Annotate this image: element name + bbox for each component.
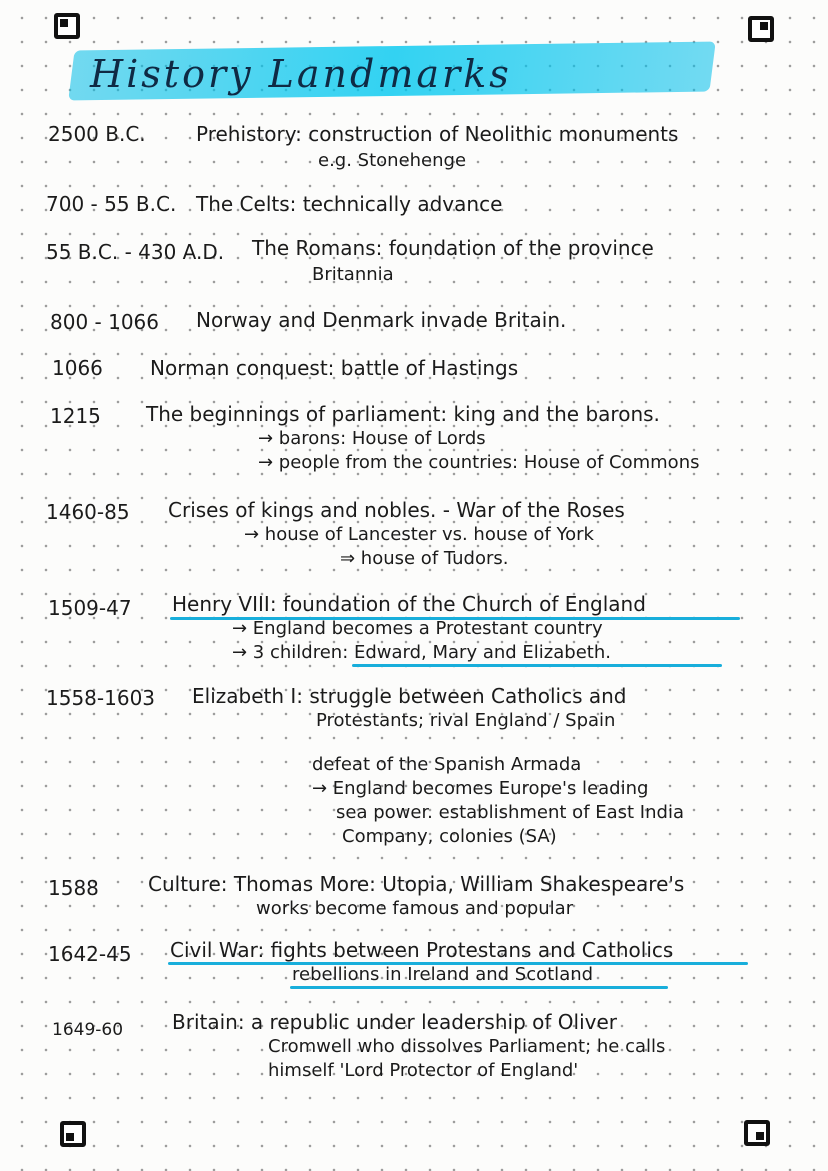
entry-date: 1460-85 <box>46 500 130 524</box>
entry-date: 1215 <box>50 404 101 428</box>
entry-line: ⇒ house of Tudors. <box>340 548 509 569</box>
entry-line: → England becomes Europe's leading <box>312 778 649 799</box>
entry-line: → 3 children: Edward, Mary and Elizabeth. <box>232 642 611 663</box>
entry-line: Elizabeth I: struggle between Catholics and <box>192 684 627 708</box>
highlight-underline <box>352 664 722 667</box>
entry-date: 1509-47 <box>48 596 132 620</box>
entry-date: 1066 <box>52 356 103 380</box>
entry-line: Norway and Denmark invade Britain. <box>196 308 567 332</box>
entry-line: Company, colonies (SA) <box>342 826 557 847</box>
entry-line: Culture: Thomas More: Utopia, William Shakespeare's <box>148 872 685 896</box>
entry-line: The Romans: foundation of the province <box>252 236 654 260</box>
entry-date: 1642-45 <box>48 942 132 966</box>
entry-line: Civil War: fights between Protestans and Catholics <box>170 938 674 962</box>
entry-line: → barons: House of Lords <box>258 428 486 449</box>
entry-line: The Celts: technically advance <box>196 192 503 216</box>
entry-line: rebellions in Ireland and Scotland <box>292 964 594 985</box>
entry-date: 2500 B.C. <box>48 122 146 146</box>
entry-line: Henry VIII: foundation of the Church of England <box>172 592 646 616</box>
entry-line: Cromwell who dissolves Parliament; he calls <box>268 1036 666 1057</box>
entry-line: sea power. establishment of East India <box>336 802 684 823</box>
entry-line: The beginnings of parliament: king and the barons. <box>146 402 660 426</box>
entry-line: → house of Lancester vs. house of York <box>244 524 594 545</box>
corner-marker-bottom-left-icon <box>60 1121 86 1147</box>
entry-date: 1558-1603 <box>46 686 156 710</box>
entry-line: defeat of the Spanish Armada <box>312 754 582 775</box>
title-text: History Landmarks <box>90 52 512 96</box>
entry-line: → England becomes a Protestant country <box>232 618 603 639</box>
highlight-underline <box>290 986 668 989</box>
entry-line: Prehistory: construction of Neolithic monuments <box>196 122 679 146</box>
entry-line: → people from the countries: House of Commons <box>258 452 700 473</box>
entry-date: 700 - 55 B.C. <box>46 192 177 216</box>
corner-marker-bottom-right-icon <box>744 1120 770 1146</box>
entry-line: himself 'Lord Protector of England' <box>268 1060 579 1081</box>
entry-line: Britain: a republic under leadership of Oliver <box>172 1010 617 1034</box>
corner-marker-top-right-icon <box>748 16 774 42</box>
entry-date: 1649-60 <box>52 1020 124 1040</box>
entry-line: Britannia <box>312 264 394 285</box>
entry-line: works become famous and popular <box>256 898 574 919</box>
entry-line: Protestants; rival England / Spain <box>316 710 616 731</box>
entry-line: e.g. Stonehenge <box>318 150 467 171</box>
entry-line: Norman conquest: battle of Hastings <box>150 356 519 380</box>
entry-date: 55 B.C. - 430 A.D. <box>46 240 225 264</box>
page-title <box>72 42 722 104</box>
corner-marker-top-left-icon <box>54 13 80 39</box>
entry-line: Crises of kings and nobles. - War of the Roses <box>168 498 625 522</box>
entry-date: 1588 <box>48 876 99 900</box>
entry-date: 800 - 1066 <box>50 310 160 334</box>
